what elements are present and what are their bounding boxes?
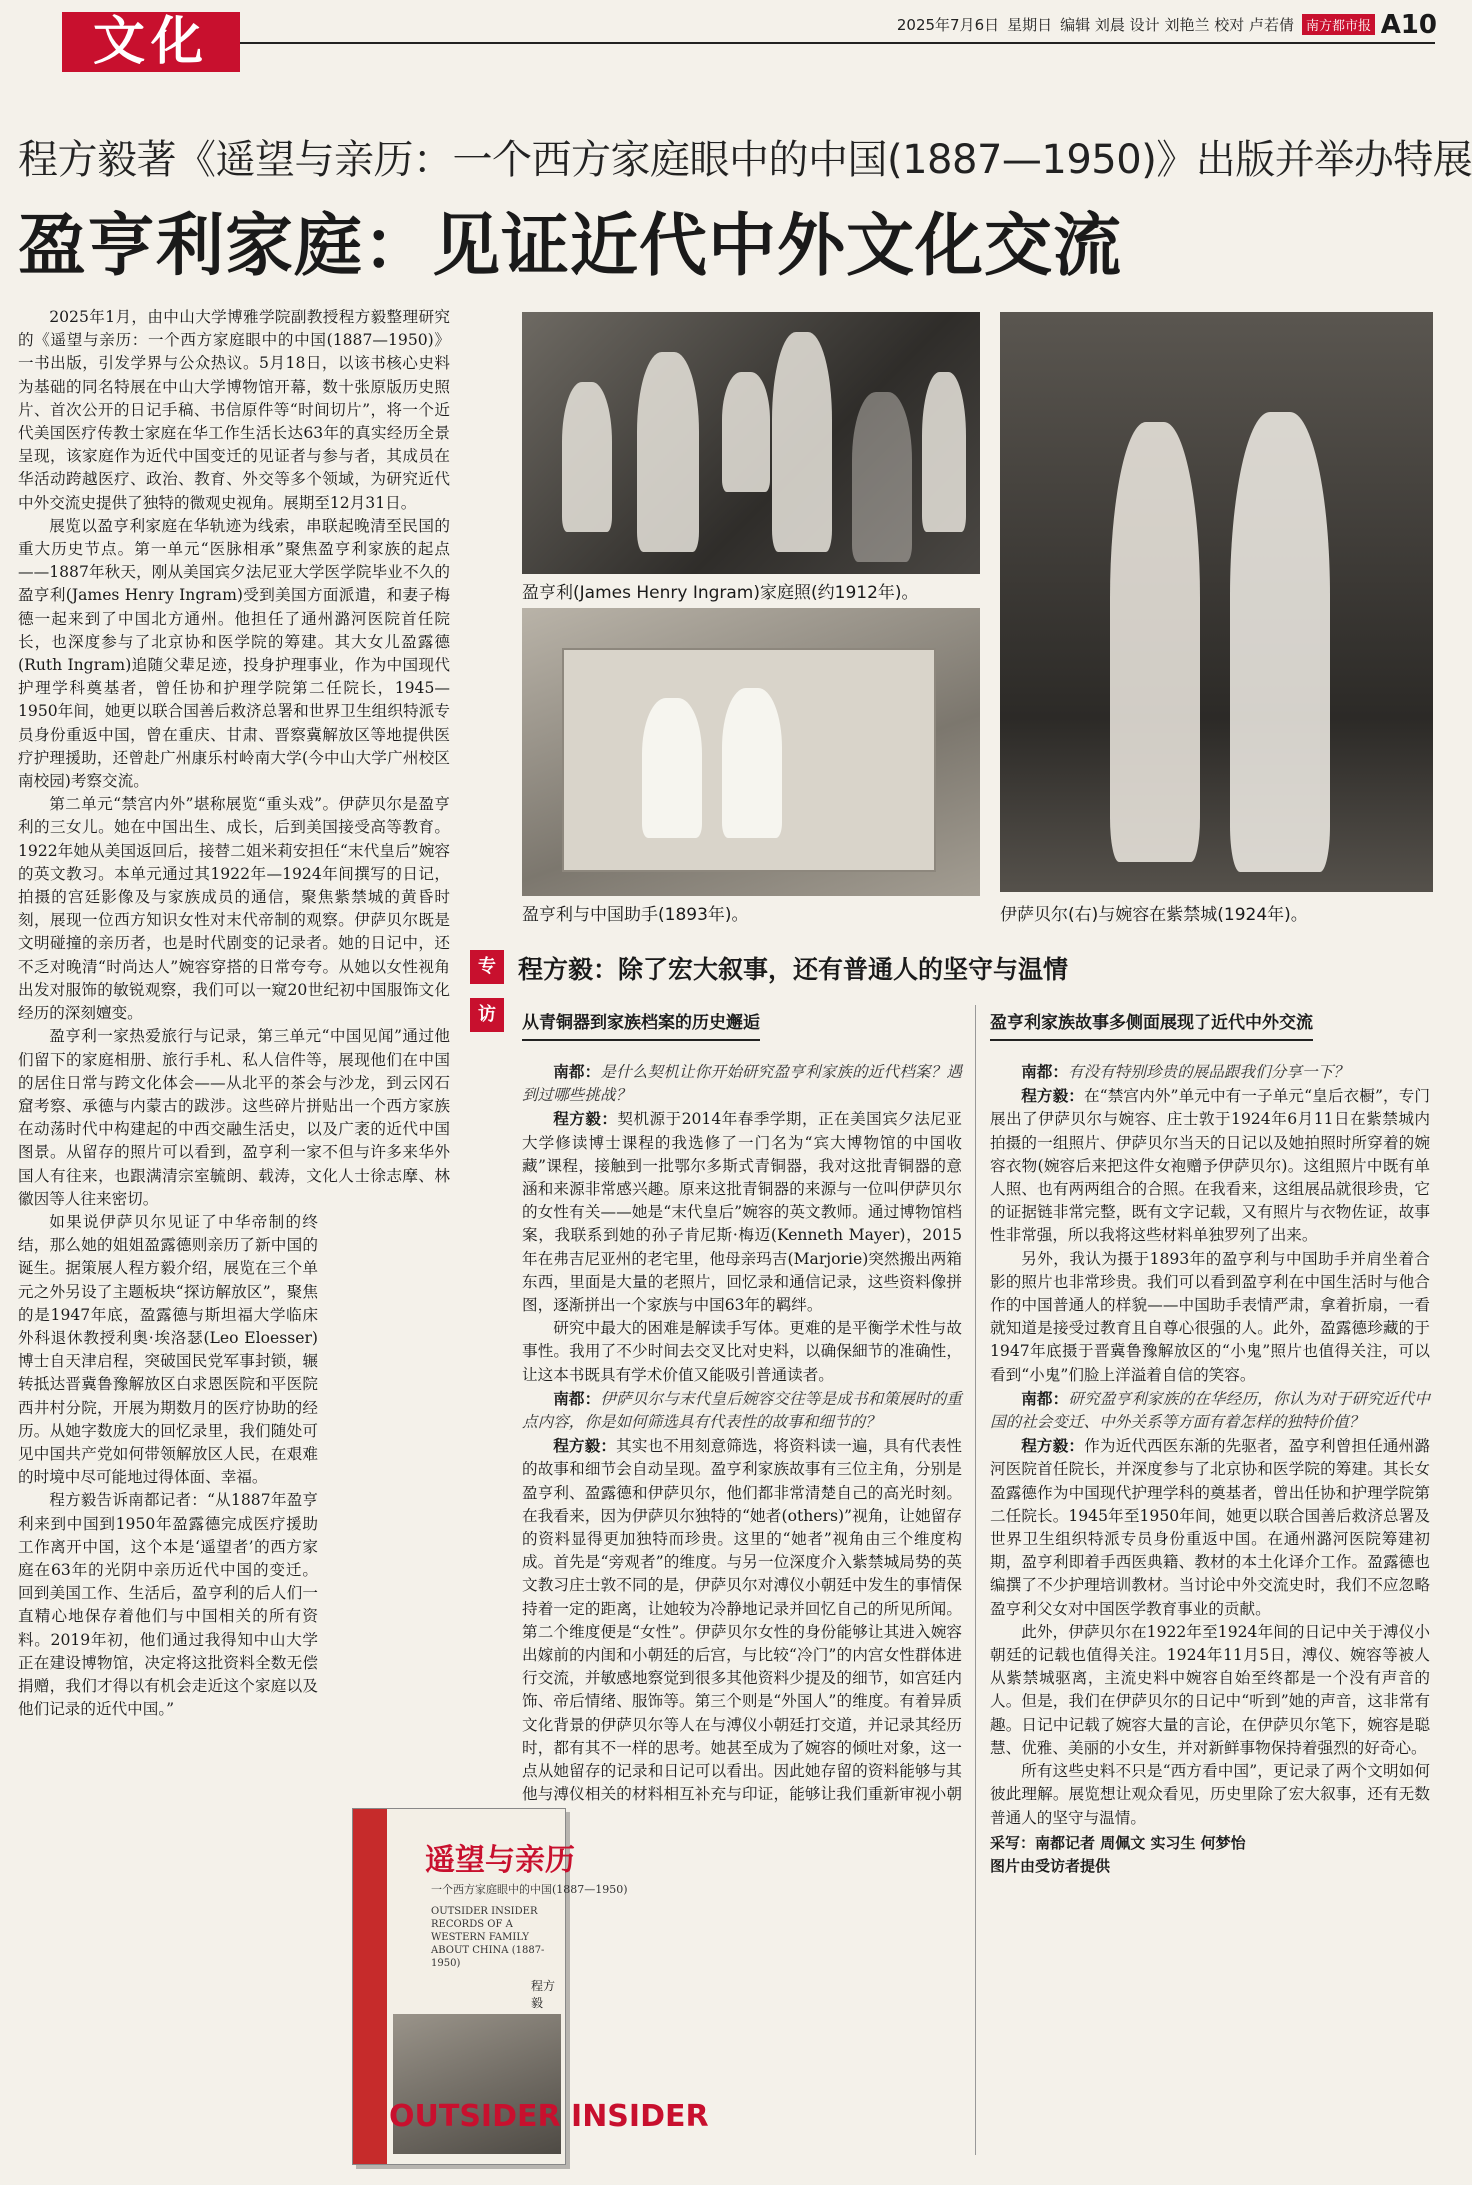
page-header — [0, 0, 1455, 74]
question-text: 研究盈亨利家族的在华经历，你认为对于研究近代中国的社会变迁、中外关系等方面有着怎样的独特价值？ — [990, 1389, 1430, 1432]
figure-silhouette — [852, 392, 912, 562]
article-paragraph: 展览以盈亨利家庭在华轨迹为线索，串联起晚清至民国的重大历史节点。第一单元“医脉相承”聚焦盈亨利家族的起点——1887年秋天，刚从美国宾夕法尼亚大学医学院毕业不久的盈亨利(James Henry Ingram)受到美国方面派遣，和妻子梅德一起来到了中国北方通州。他担任了通州潞河医院首任院长，也深度参与了北京协和医学院的筹建。其大女儿盈露德(Ruth Ingram)追随父辈足迹，投身护理事业，作为中国现代护理学科奠基者，曾任协和护理学院第二任院长，1945—1950年间，她更以联合国善后救济总署和世界卫生组织特派专员身份重返中国，曾在重庆、甘肃、晋察冀解放区等地提供医疗护理援助，还曾赴广州康乐村岭南大学(今中山大学广州校区南校园)考察交流。 — [18, 516, 450, 791]
interview-answer — [990, 1084, 1430, 1247]
forbidden-city-photo — [1000, 312, 1433, 892]
answer-text: 研究中最大的困难是解读手写体。更难的是平衡学术性与故事性。我用了不少时间去交叉比对史料，以确保細节的准确性，让这本书既具有学术价值又能吸引普通读者。 — [522, 1319, 962, 1384]
article-paragraph: 2025年1月，由中山大学博雅学院副教授程方毅整理研究的《遥望与亲历：一个西方家庭眼中的中国(1887—1950)》一书出版，引发学界与公众热议。5月18日，以该书核心史料为基础的同名特展在中山大学博物馆开幕，数十张原版历史照片、首次公开的日记手稿、书信原件等“时间切片”，将一个近代美国医疗传教士家庭在华工作生活长达63年的真实经历全景呈现，该家庭作为近代中国变迁的见证者与参与者，其成员在华活动跨越医疗、政治、教育、外交等多个领域，为研究近代中外交流史提供了独特的微观史视角。展期至12月31日。 — [18, 308, 450, 512]
question-text: 有没有特别珍贵的展品跟我们分享一下？ — [1067, 1063, 1349, 1081]
issue-weekday: 星期日 — [1007, 16, 1053, 34]
answer-text: 契机源于2014年春季学期，正在美国宾夕法尼亚大学修读博士课程的我选修了一门名为“宾大博物馆的中国收藏”课程，接触到一批鄂尔多斯式青铜器，我对这批青铜器的意涵和来源非常感兴趣。原来这批青铜器的来源与一位叫伊萨贝尔的女性有关——她是“末代皇后”婉容的英文教师。通过博物馆档案，我联系到她的孙子肯尼斯·梅迈(Kenneth Mayer)，2015年在弗吉尼亚州的老宅里，他母亲玛吉(Marjorie)突然搬出两箱东西，里面是大量的老照片，回忆录和通信记录，这些资料像拼图，逐渐拼出一个家族与中国63年的羁绊。 — [522, 1110, 962, 1315]
answer-text: 此外，伊萨贝尔在1922年至1924年间的日记中关于溥仪小朝廷的记载也值得关注。1924年11月5日，溥仪、婉容等被人从紫禁城驱离，主流史料中婉容自始至终都是一个没有声音的人。但是，我们在伊萨贝尔的日记中“听到”她的声音，这非常有趣。日记中记载了婉容大量的言论，在伊萨贝尔笔下，婉容是聪慧、优雅、美丽的小女生，并对新鲜事物保持着强烈的好奇心。 — [990, 1622, 1430, 1757]
figure-silhouette — [562, 382, 612, 532]
answer-text: 其实也不用刻意筛选，将资料读一遍，具有代表性的故事和细节会自动呈现。盈亨利家族故事有三位主角，分别是盈亨利、盈露德和伊萨贝尔，他们都非常清楚自己的高光时刻。在我看来，因为伊萨贝尔独特的“她者(others)”视角，让她留存的资料显得更加独特而珍贵。这里的“她者”视角由三个维度构成。首先是“旁观者”的维度。与另一位深度介入紫禁城局势的英文教习庄士敦不同的是，伊萨贝尔对溥仪小朝廷中发生的事情保持着一定的距离，让她较为冷静地记录并回忆自己的所见所闻。第二个维度便是“女性”。伊萨贝尔女性的身份能够让其进入婉容出嫁前的内闺和小朝廷的后宫，与比较“冷门”的内宫女性群体进行交流，并敏感地察觉到很多其他资料少提及的细节，如宫廷内饰、帝后情绪、服饰等。第三个则是“外国人”的维度。有着异质文化背景的伊萨贝尔等人在与溥仪小朝廷打交道，并记录其经历时，都有其不一样的思考。她甚至成为了婉容的倾吐对象，这一点从她留存的记录和日记可以看出。因此她存留的资料能够与其他与溥仪相关的材料相互补充与印证，能够让我们重新审视小朝 — [522, 1437, 962, 1804]
interview-question — [522, 1387, 962, 1434]
interview-left-column — [522, 1060, 962, 1830]
section-badge: 文化 — [62, 12, 240, 72]
interview-right-column — [990, 1060, 1430, 1878]
speaker-label: 南都： — [1021, 1388, 1069, 1408]
assistant-photo-caption: 盈亨利与中国助手(1893年)。 — [522, 905, 749, 925]
header-rule — [62, 42, 1435, 44]
answer-text: 所有这些史料不只是“西方看中国”，更记录了两个文明如何彼此理解。展览想让观众看见，历史里除了宏大叙事，还有无数普通人的坚守与温情。 — [990, 1762, 1430, 1827]
speaker-label: 程方毅： — [553, 1436, 617, 1456]
figure-silhouette — [772, 332, 832, 552]
book-cover-wordmark: OUTSIDER INSIDER — [389, 2099, 709, 2134]
speaker-label: 程方毅： — [1021, 1086, 1084, 1106]
photo-credit: 图片由受访者提供 — [990, 1856, 1111, 1875]
book-subtitle: 一个西方家庭眼中的中国(1887—1950) — [431, 1883, 628, 1896]
forbidden-city-photo-caption: 伊萨贝尔(右)与婉容在紫禁城(1924年)。 — [1000, 905, 1308, 925]
book-title: 遥望与亲历 — [425, 1843, 575, 1878]
interview-subhead-left: 从青铜器到家族档案的历史邂逅 — [522, 1008, 760, 1041]
article-paragraph: 盈亨利一家热爱旅行与记录，第三单元“中国见闻”通过他们留下的家庭相册、旅行手札、私人信件等，展现他们在中国的居住日常与跨文化体会——从北平的茶会与沙龙，到云冈石窟考察、承德与内蒙古的跋涉。这些碎片拼贴出一个西方家族在动荡时代中构建起的中西交融生活史，以及广袤的近代中国图景。从留存的照片可以看到，盈亨利一家不但与许多来华外国人有往来，也跟满清宗室毓朗、载涛，文化人士徐志摩、林徽因等人往来密切。 — [18, 1027, 450, 1208]
family-photo-caption: 盈亨利(James Henry Ingram)家庭照(约1912年)。 — [522, 583, 919, 603]
kicker-line: 程方毅著《遥望与亲历：一个西方家庭眼中的中国(1887—1950)》出版并举办特展 — [18, 137, 1472, 183]
question-text: 是什么契机让你开始研究盈亨利家族的近代档案？遇到过哪些挑战？ — [522, 1063, 962, 1105]
figure-silhouette — [922, 372, 966, 532]
figure-silhouette — [637, 352, 699, 552]
book-author: 程方毅 — [531, 1979, 556, 2010]
headline: 盈亨利家庭：见证近代中外文化交流 — [18, 207, 1123, 286]
column-divider — [975, 1005, 976, 2155]
page-number: A10 — [1380, 10, 1437, 40]
figure-silhouette — [722, 372, 770, 492]
interview-mark: 专 — [470, 950, 504, 984]
byline: 采写：南都记者 周佩文 实习生 何梦怡 — [990, 1833, 1246, 1852]
answer-text: 在“禁宫内外”单元中有一子单元“皇后衣橱”，专门展出了伊萨贝尔与婉容、庄士敦于1924年6月11日在紫禁城内拍摄的一组照片、伊萨贝尔当天的日记以及她拍照时所穿着的婉容衣物(婉容后来把这件女袍赠予伊萨贝尔)。这组照片中既有单人照、也有两两组合的合照。在我看来，这组展品就很珍贵，它的证据链非常完整，既有文字记载，又有照片与衣物佐证，故事性非常强，所以我将这些材料单独罗列了出来。 — [990, 1087, 1430, 1245]
paper-logo: 南方都市报 — [1302, 14, 1375, 35]
book-cover — [352, 1808, 709, 2165]
speaker-label: 南都： — [553, 1062, 601, 1081]
interview-answer — [522, 1317, 962, 1387]
interview-answer — [522, 1107, 962, 1317]
figure-silhouette — [1110, 422, 1200, 862]
main-article — [18, 306, 450, 1721]
interview-answer — [990, 1248, 1430, 1387]
interview-answer — [522, 1434, 962, 1829]
interview-answer — [990, 1434, 1430, 1621]
assistant-photo — [522, 608, 980, 896]
article-paragraph: 程方毅告诉南都记者：“从1887年盈亨利来到中国到1950年盈露德完成医疗援助工作离开中国，这个本是‘遥望者’的西方家庭在63年的光阴中亲历近代中国的变迁。回到美国工作、生活后，盈亨利的后人们一直精心地保存着他们与中国相关的所有资料。2019年初，他们通过我得知中山大学正在建设博物馆，决定将这批资料全数无偿捐赠，我们才得以有机会走近这个家庭以及他们记录的近代中国。” — [18, 1491, 318, 1719]
answer-text: 作为近代西医东渐的先驱者，盈亨利曾担任通州潞河医院首任院长，并深度参与了北京协和医学院的筹建。其长女盈露德作为中国现代护理学科的奠基者，曾出任协和护理学院第二任院长。1945年至1950年间，她更以联合国善后救济总署及世界卫生组织特派专员身份重返中国。在通州潞河医院筹建初期，盈亨利即着手西医典籍、教材的本土化译介工作。盈露德也编撰了不少护理培训教材。当讨论中外交流史时，我们不应忽略盈亨利父女对中国医学教育事业的贡献。 — [990, 1437, 1430, 1618]
interview-title-bar — [470, 950, 1420, 984]
speaker-label: 南都： — [1021, 1062, 1068, 1081]
book-english-title: OUTSIDER INSIDER RECORDS OF A WESTERN FAMILY ABOUT CHINA (1887-1950) — [431, 1906, 545, 1969]
family-photo — [522, 312, 980, 574]
question-text: 伊萨贝尔与末代皇后婉容交往等是成书和策展时的重点内容，你是如何筛选具有代表性的故事和细节的？ — [522, 1389, 962, 1432]
interview-title: 程方毅：除了宏大叙事，还有普通人的坚守与温情 — [518, 955, 1069, 984]
speaker-label: 程方毅： — [1021, 1436, 1085, 1456]
interview-mark: 访 — [470, 998, 504, 1032]
interview-answer — [990, 1621, 1430, 1760]
header-meta — [889, 14, 1375, 35]
interview-subhead-right: 盈亨利家族故事多侧面展现了近代中外交流 — [990, 1008, 1313, 1041]
figure-silhouette — [642, 698, 702, 838]
article-paragraph: 第二单元“禁宫内外”堪称展览“重头戏”。伊萨贝尔是盈亨利的三女儿。她在中国出生、成长，后到美国接受高等教育。1922年她从美国返回后，接替二姐米莉安担任“末代皇后”婉容的英文教习。本单元通过其1922年—1924年间撰写的日记，拍摄的宫廷影像及与家族成员的通信，聚焦紫禁城的黄昏时刻，展现一位西方知识女性对末代帝制的观察。伊萨贝尔既是文明碰撞的亲历者，也是时代剧变的记录者。她的日记中，还不乏对晚清“时尚达人”婉容穿搭的日常夸夸。从她以女性视角出发对服饰的敏锐观察，我们可以一窥20世纪初中国服饰文化经历的深刻嬗变。 — [18, 795, 450, 1023]
interview-answer — [990, 1760, 1430, 1830]
figure-silhouette — [722, 688, 782, 838]
issue-date: 2025年7月6日 — [896, 16, 1000, 34]
interview-question — [522, 1060, 962, 1107]
article-paragraph: 如果说伊萨贝尔见证了中华帝制的终结，那么她的姐姐盈露德则亲历了新中国的诞生。据策展人程方毅介绍，展览在三个单元之外另设了主题板块“探访解放区”，聚焦的是1947年底，盈露德与斯坦福大学临床外科退休教授利奥·埃洛瑟(Leo Eloesser)博士自天津启程，突破国民党军事封锁，辗转抵达晋冀鲁豫解放区白求恩医院和平医院西井村分院，开展为期数月的医疗协助的经历。从她字数庞大的回忆录里，我们随处可见中国共产党如何带领解放区人民，在艰难的时境中尽可能地过得体面、幸福。 — [18, 1212, 318, 1487]
interview-question — [990, 1060, 1430, 1084]
book-spine — [353, 1809, 387, 2164]
staff-credits: 编辑 刘晨 设计 刘艳兰 校对 卢若倩 — [1060, 16, 1294, 34]
answer-text: 另外，我认为摄于1893年的盈亨利与中国助手并肩坐着合影的照片也非常珍贵。我们可以看到盈亨利在中国生活时与他合作的中国普通人的样貌——中国助手表情严肃，拿着折扇，一看就知道是接受过教育且自尊心很强的人。此外，盈露德珍藏的于1947年底摄于晋冀鲁豫解放区的“小鬼”照片也值得关注，可以看到“小鬼”们脸上洋溢着自信的笑容。 — [990, 1249, 1430, 1384]
speaker-label: 南都： — [553, 1388, 601, 1408]
speaker-label: 程方毅： — [553, 1109, 618, 1129]
interview-question — [990, 1387, 1430, 1434]
figure-silhouette — [1230, 412, 1330, 872]
